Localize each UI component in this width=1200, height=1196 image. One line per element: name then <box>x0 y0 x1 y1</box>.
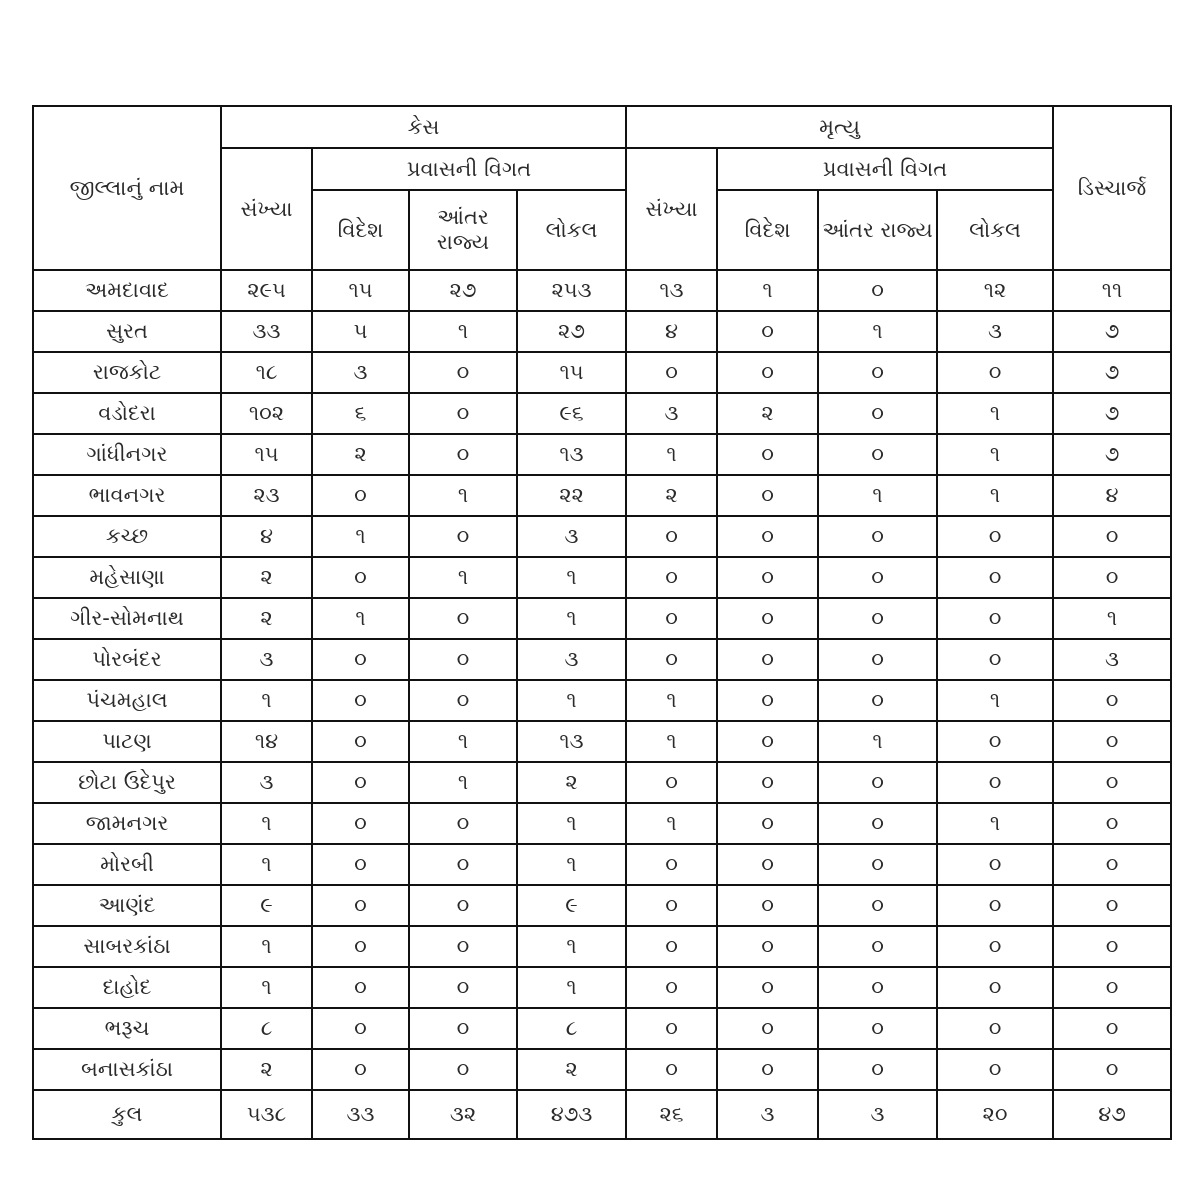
total-cell: ૩૩ <box>312 1090 409 1139</box>
table-cell: ૨૫૩ <box>517 270 626 311</box>
table-cell: ૦ <box>626 885 717 926</box>
table-row <box>33 598 1171 639</box>
table-cell: ૦ <box>626 926 717 967</box>
table-row <box>33 434 1171 475</box>
table-body <box>33 270 1171 1090</box>
table-cell: ૦ <box>937 1049 1053 1090</box>
table-cell: ૧ <box>626 680 717 721</box>
table-cell: ૦ <box>818 926 937 967</box>
table-cell: ૭ <box>1053 311 1171 352</box>
table-cell: ૦ <box>717 516 818 557</box>
table-cell: ૦ <box>626 352 717 393</box>
table-cell: ૧ <box>818 311 937 352</box>
header-deaths-foreign: વિદેશ <box>717 190 818 270</box>
table-cell: ૩ <box>1053 639 1171 680</box>
district-name: પોરબંદર <box>33 639 221 680</box>
total-cell: ૩૨ <box>409 1090 517 1139</box>
table-cell: ૨ <box>517 762 626 803</box>
table-cell: ૧ <box>517 598 626 639</box>
table-cell: ૩ <box>517 516 626 557</box>
table-cell: ૦ <box>409 680 517 721</box>
table-cell: ૦ <box>626 1008 717 1049</box>
table-cell: ૦ <box>818 598 937 639</box>
table-cell: ૦ <box>818 1049 937 1090</box>
district-name: સુરત <box>33 311 221 352</box>
total-cell: ૪૭૩ <box>517 1090 626 1139</box>
district-name: પંચમહાલ <box>33 680 221 721</box>
total-cell: ૩ <box>717 1090 818 1139</box>
table-cell: ૦ <box>1053 1049 1171 1090</box>
table-cell: ૦ <box>409 1049 517 1090</box>
district-name: મોરબી <box>33 844 221 885</box>
total-label: કુલ <box>33 1090 221 1139</box>
table-cell: ૦ <box>717 598 818 639</box>
table-cell: ૦ <box>937 352 1053 393</box>
district-name: ગીર-સોમનાથ <box>33 598 221 639</box>
table-cell: ૦ <box>937 516 1053 557</box>
table-cell: ૦ <box>626 598 717 639</box>
table-row <box>33 639 1171 680</box>
table-cell: ૦ <box>818 270 937 311</box>
table-cell: ૨ <box>221 1049 312 1090</box>
table-cell: ૦ <box>1053 1008 1171 1049</box>
table-cell: ૦ <box>409 844 517 885</box>
table-cell: ૦ <box>312 803 409 844</box>
district-name: રાજકોટ <box>33 352 221 393</box>
district-name: સાબરકાંઠા <box>33 926 221 967</box>
table-cell: ૧ <box>221 803 312 844</box>
table-cell: ૧ <box>717 270 818 311</box>
table-cell: ૦ <box>312 721 409 762</box>
table-cell: ૦ <box>312 1049 409 1090</box>
table-cell: ૦ <box>818 885 937 926</box>
table-cell: ૧ <box>221 680 312 721</box>
table-cell: ૦ <box>818 844 937 885</box>
table-cell: ૦ <box>312 885 409 926</box>
table-cell: ૦ <box>818 680 937 721</box>
table-cell: ૨૭ <box>517 311 626 352</box>
table-row <box>33 270 1171 311</box>
header-deaths-travel: પ્રવાસની વિગત <box>717 148 1053 190</box>
district-table-container <box>32 105 1170 1140</box>
table-cell: ૦ <box>937 639 1053 680</box>
table-cell: ૪ <box>1053 475 1171 516</box>
table-cell: ૦ <box>717 557 818 598</box>
table-cell: ૦ <box>1053 516 1171 557</box>
table-cell: ૧ <box>517 803 626 844</box>
table-cell: ૦ <box>312 639 409 680</box>
table-row <box>33 803 1171 844</box>
header-cases: કેસ <box>221 106 626 148</box>
table-cell: ૦ <box>409 352 517 393</box>
table-cell: ૦ <box>818 967 937 1008</box>
table-cell: ૧ <box>221 926 312 967</box>
table-cell: ૧ <box>517 967 626 1008</box>
table-cell: ૧ <box>409 475 517 516</box>
table-cell: ૦ <box>1053 967 1171 1008</box>
table-cell: ૦ <box>717 967 818 1008</box>
total-cell: ૨૦ <box>937 1090 1053 1139</box>
table-cell: ૦ <box>1053 721 1171 762</box>
table-cell: ૬ <box>312 393 409 434</box>
header-discharge: ડિસ્ચાર્જ <box>1053 106 1171 270</box>
table-cell: ૫ <box>312 311 409 352</box>
table-cell: ૧૫ <box>517 352 626 393</box>
district-name: જામનગર <box>33 803 221 844</box>
table-row <box>33 557 1171 598</box>
table-cell: ૧ <box>1053 598 1171 639</box>
table-cell: ૦ <box>409 598 517 639</box>
table-cell: ૪ <box>221 516 312 557</box>
table-cell: ૧ <box>937 434 1053 475</box>
table-cell: ૧ <box>409 311 517 352</box>
table-cell: ૧૦૨ <box>221 393 312 434</box>
table-cell: ૧ <box>221 967 312 1008</box>
table-cell: ૨ <box>626 475 717 516</box>
table-cell: ૨ <box>517 1049 626 1090</box>
table-cell: ૩ <box>221 762 312 803</box>
table-cell: ૧૫ <box>312 270 409 311</box>
table-cell: ૦ <box>312 926 409 967</box>
table-cell: ૦ <box>312 844 409 885</box>
table-cell: ૧ <box>221 844 312 885</box>
table-cell: ૦ <box>626 516 717 557</box>
table-cell: ૧૫ <box>221 434 312 475</box>
total-cell: ૪૭ <box>1053 1090 1171 1139</box>
table-cell: ૨૩ <box>221 475 312 516</box>
table-row <box>33 762 1171 803</box>
district-name: પાટણ <box>33 721 221 762</box>
table-cell: ૧૩ <box>517 434 626 475</box>
header-cases-local: લોકલ <box>517 190 626 270</box>
district-name: દાહોદ <box>33 967 221 1008</box>
table-cell: ૦ <box>717 926 818 967</box>
district-name: બનાસકાંઠા <box>33 1049 221 1090</box>
table-cell: ૮ <box>517 1008 626 1049</box>
table-cell: ૭ <box>1053 352 1171 393</box>
district-name: ભરૂચ <box>33 1008 221 1049</box>
table-cell: ૦ <box>717 721 818 762</box>
table-cell: ૧૨ <box>937 270 1053 311</box>
table-cell: ૨૭ <box>409 270 517 311</box>
header-cases-foreign: વિદેશ <box>312 190 409 270</box>
header-district: જીલ્લાનું નામ <box>33 106 221 270</box>
table-cell: ૩ <box>626 393 717 434</box>
district-name: ગાંધીનગર <box>33 434 221 475</box>
table-cell: ૦ <box>626 762 717 803</box>
table-row <box>33 721 1171 762</box>
table-cell: ૩ <box>221 639 312 680</box>
table-cell: ૦ <box>818 762 937 803</box>
table-cell: ૦ <box>818 557 937 598</box>
table-row <box>33 393 1171 434</box>
table-row <box>33 311 1171 352</box>
table-cell: ૩ <box>312 352 409 393</box>
table-cell: ૦ <box>717 1049 818 1090</box>
table-cell: ૦ <box>409 434 517 475</box>
table-cell: ૦ <box>409 926 517 967</box>
table-cell: ૦ <box>409 1008 517 1049</box>
total-cell: ૨૬ <box>626 1090 717 1139</box>
table-cell: ૦ <box>312 475 409 516</box>
table-cell: ૩૩ <box>221 311 312 352</box>
table-cell: ૦ <box>312 762 409 803</box>
table-cell: ૦ <box>1053 803 1171 844</box>
header-deaths: મૃત્યુ <box>626 106 1053 148</box>
table-cell: ૧ <box>312 598 409 639</box>
table-cell: ૦ <box>1053 885 1171 926</box>
table-cell: ૦ <box>717 885 818 926</box>
district-name: છોટા ઉદેપુર <box>33 762 221 803</box>
table-row <box>33 1049 1171 1090</box>
table-cell: ૧ <box>409 721 517 762</box>
table-cell: ૦ <box>312 1008 409 1049</box>
table-cell: ૧ <box>937 803 1053 844</box>
table-cell: ૧૩ <box>517 721 626 762</box>
table-cell: ૦ <box>937 598 1053 639</box>
header-deaths-interstate: આંતર રાજ્ય <box>818 190 937 270</box>
table-cell: ૧૧ <box>1053 270 1171 311</box>
table-cell: ૦ <box>818 803 937 844</box>
district-name: અમદાવાદ <box>33 270 221 311</box>
table-cell: ૧ <box>626 803 717 844</box>
district-name: મહેસાણા <box>33 557 221 598</box>
table-cell: ૦ <box>1053 557 1171 598</box>
table-cell: ૦ <box>818 1008 937 1049</box>
table-cell: ૦ <box>937 762 1053 803</box>
table-row <box>33 885 1171 926</box>
total-cell: ૫૩૮ <box>221 1090 312 1139</box>
table-cell: ૨ <box>221 598 312 639</box>
table-cell: ૦ <box>717 311 818 352</box>
table-cell: ૦ <box>312 557 409 598</box>
table-cell: ૯૬ <box>517 393 626 434</box>
table-cell: ૧ <box>517 926 626 967</box>
table-cell: ૦ <box>1053 680 1171 721</box>
table-cell: ૧ <box>818 475 937 516</box>
total-cell: ૩ <box>818 1090 937 1139</box>
table-cell: ૧ <box>517 557 626 598</box>
district-name: આણંદ <box>33 885 221 926</box>
table-cell: ૭ <box>1053 434 1171 475</box>
table-cell: ૦ <box>818 434 937 475</box>
table-cell: ૦ <box>717 680 818 721</box>
table-cell: ૦ <box>818 639 937 680</box>
table-cell: ૭ <box>1053 393 1171 434</box>
table-cell: ૨૯૫ <box>221 270 312 311</box>
table-cell: ૯ <box>221 885 312 926</box>
table-row <box>33 352 1171 393</box>
table-cell: ૧ <box>409 557 517 598</box>
table-cell: ૦ <box>1053 926 1171 967</box>
table-cell: ૦ <box>818 393 937 434</box>
table-cell: ૦ <box>937 967 1053 1008</box>
table-row <box>33 680 1171 721</box>
table-cell: ૦ <box>937 1008 1053 1049</box>
district-name: કચ્છ <box>33 516 221 557</box>
table-cell: ૦ <box>409 639 517 680</box>
table-cell: ૦ <box>1053 844 1171 885</box>
table-cell: ૦ <box>717 1008 818 1049</box>
table-row <box>33 475 1171 516</box>
table-cell: ૧ <box>409 762 517 803</box>
table-cell: ૧ <box>937 475 1053 516</box>
table-cell: ૪ <box>626 311 717 352</box>
table-row <box>33 844 1171 885</box>
header-cases-travel: પ્રવાસની વિગત <box>312 148 626 190</box>
table-cell: ૦ <box>626 967 717 1008</box>
table-cell: ૧૮ <box>221 352 312 393</box>
table-cell: ૩ <box>937 311 1053 352</box>
table-row <box>33 926 1171 967</box>
table-cell: ૧ <box>626 721 717 762</box>
table-cell: ૧ <box>937 393 1053 434</box>
table-cell: ૦ <box>1053 762 1171 803</box>
table-cell: ૮ <box>221 1008 312 1049</box>
header-deaths-count: સંખ્યા <box>626 148 717 270</box>
table-cell: ૦ <box>717 844 818 885</box>
table-cell: ૦ <box>937 721 1053 762</box>
table-cell: ૦ <box>717 434 818 475</box>
table-row <box>33 516 1171 557</box>
table-cell: ૦ <box>937 926 1053 967</box>
table-cell: ૦ <box>409 967 517 1008</box>
table-cell: ૨ <box>717 393 818 434</box>
table-cell: ૧ <box>312 516 409 557</box>
header-cases-count: સંખ્યા <box>221 148 312 270</box>
table-row <box>33 967 1171 1008</box>
district-cases-table <box>32 105 1172 1140</box>
table-cell: ૦ <box>409 885 517 926</box>
table-cell: ૦ <box>409 393 517 434</box>
table-cell: ૨ <box>221 557 312 598</box>
header-cases-interstate: આંતર રાજ્ય <box>409 190 517 270</box>
table-cell: ૦ <box>818 516 937 557</box>
table-cell: ૦ <box>717 639 818 680</box>
table-cell: ૧૪ <box>221 721 312 762</box>
table-cell: ૧ <box>818 721 937 762</box>
table-cell: ૦ <box>937 844 1053 885</box>
table-cell: ૩ <box>517 639 626 680</box>
table-cell: ૧૩ <box>626 270 717 311</box>
table-cell: ૧ <box>517 680 626 721</box>
table-cell: ૨૨ <box>517 475 626 516</box>
table-cell: ૧ <box>937 680 1053 721</box>
table-cell: ૦ <box>626 844 717 885</box>
table-cell: ૦ <box>409 516 517 557</box>
table-cell: ૦ <box>717 352 818 393</box>
header-deaths-local: લોકલ <box>937 190 1053 270</box>
table-cell: ૦ <box>626 639 717 680</box>
table-cell: ૦ <box>312 680 409 721</box>
table-cell: ૦ <box>937 557 1053 598</box>
table-cell: ૧ <box>626 434 717 475</box>
table-row <box>33 1008 1171 1049</box>
table-cell: ૦ <box>717 475 818 516</box>
table-cell: ૦ <box>626 1049 717 1090</box>
table-cell: ૦ <box>937 885 1053 926</box>
table-cell: ૯ <box>517 885 626 926</box>
table-cell: ૨ <box>312 434 409 475</box>
table-cell: ૦ <box>312 967 409 1008</box>
table-cell: ૦ <box>717 762 818 803</box>
table-cell: ૦ <box>818 352 937 393</box>
table-cell: ૦ <box>626 557 717 598</box>
table-cell: ૦ <box>409 803 517 844</box>
table-cell: ૦ <box>717 803 818 844</box>
total-row <box>33 1090 1171 1139</box>
district-name: ભાવનગર <box>33 475 221 516</box>
district-name: વડોદરા <box>33 393 221 434</box>
table-cell: ૧ <box>517 844 626 885</box>
